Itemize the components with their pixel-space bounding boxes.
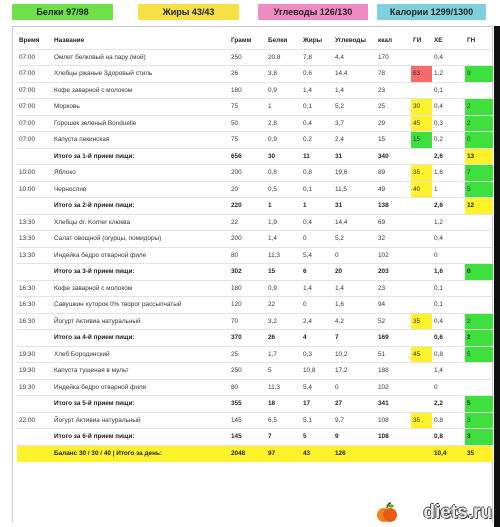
cell-gi (411, 264, 432, 281)
cell-xe: 0,4 (432, 313, 465, 330)
food-diary-table (17, 32, 493, 462)
cell-carbs: 5,2 (333, 231, 376, 248)
cell-carbs: 0 (333, 247, 376, 264)
cell-gn (465, 49, 493, 66)
cell-time (17, 198, 52, 215)
cell-grams: 302 (229, 264, 266, 281)
cell-name: Горошек зеленый Bonduelle (52, 115, 229, 132)
cell-gi (411, 363, 432, 380)
cell-gn (465, 280, 493, 297)
cell-protein: 0,5 (266, 181, 301, 198)
table-row (17, 297, 493, 314)
cell-name: Йогурт Активиа натуральный (52, 313, 229, 330)
cell-gn (465, 214, 493, 231)
table-header-row (17, 32, 493, 49)
cell-fat: 0,4 (301, 214, 333, 231)
cell-kcal: 170 (376, 49, 411, 66)
table-row (17, 247, 493, 264)
cell-xe: 1,6 (432, 165, 465, 182)
column-header-grams: Грамм (231, 36, 252, 44)
cell-gi: 35 (411, 313, 432, 330)
cell-fat: 7,8 (301, 49, 333, 66)
cell-kcal: 108 (376, 429, 411, 446)
cell-grams: 20 (229, 181, 266, 198)
cell-time: 07:00 (17, 132, 52, 149)
cell-grams: 70 (229, 313, 266, 330)
cell-fat: 17 (301, 396, 333, 413)
cell-time: 10:00 (17, 181, 52, 198)
cell-grams: 25 (229, 346, 266, 363)
cell-name: Итого за 5-й прием пищи: (52, 396, 229, 413)
cell-kcal: 29 (376, 115, 411, 132)
cell-gi (411, 82, 432, 99)
cell-kcal: 102 (376, 247, 411, 264)
cell-carbs: 14,4 (333, 214, 376, 231)
cell-xe: 0,1 (432, 297, 465, 314)
cell-fat: 11 (301, 148, 333, 165)
cell-kcal (376, 445, 411, 462)
cell-grams: 2048 (229, 445, 266, 462)
cell-xe: 1 (432, 181, 465, 198)
cell-time (17, 429, 52, 446)
cell-carbs: 4,2 (333, 313, 376, 330)
cell-name: Хлеб Бородинский (52, 346, 229, 363)
cell-name: Капуста тушеная в мульт (52, 363, 229, 380)
cell-name: Морковь (52, 99, 229, 116)
cell-kcal: 169 (376, 330, 411, 347)
cell-carbs: 1,6 (333, 297, 376, 314)
cell-gn: 13 (465, 148, 493, 165)
cell-name: Салат овощной (огурцы, помидоры) (52, 231, 229, 248)
table-row (17, 346, 493, 363)
cell-carbs: 19,6 (333, 165, 376, 182)
cell-kcal: 69 (376, 214, 411, 231)
meal-total-row (17, 429, 493, 446)
cell-grams: 250 (229, 363, 266, 380)
cell-gi (411, 429, 432, 446)
cell-protein: 3,2 (266, 313, 301, 330)
table-row (17, 280, 493, 297)
cell-grams: 75 (229, 99, 266, 116)
cell-grams: 355 (229, 396, 266, 413)
cell-gi: 15 (411, 132, 432, 149)
window-edge (494, 26, 500, 527)
cell-gn: 3 (465, 412, 493, 429)
column-header-gi: ГИ (413, 36, 422, 44)
cell-protein: 97 (266, 445, 301, 462)
cell-name: Кофе заварной с молоком (52, 280, 229, 297)
cell-name: Индейка бедро отварной филе (52, 247, 229, 264)
cell-kcal: 89 (376, 165, 411, 182)
cell-gi: 30 (411, 99, 432, 116)
carbs-total-badge: Углеводы 126/130 (258, 4, 368, 20)
column-header-carbs: Углеводы (335, 36, 366, 44)
cell-grams: 145 (229, 412, 266, 429)
column-header-time: Время (19, 36, 40, 44)
cell-name: Савушкин хуторок 0% творог рассыпчатый (52, 297, 229, 314)
cell-time: 22:00 (17, 412, 52, 429)
cell-time: 13:30 (17, 231, 52, 248)
cell-gi: 35 (411, 412, 432, 429)
cell-time: 19:30 (17, 363, 52, 380)
cell-gi: 63 (411, 66, 432, 83)
cell-name: Итого за 4-й прием пищи: (52, 330, 229, 347)
calories-total-badge: Калории 1299/1300 (377, 4, 486, 20)
cell-protein: 1 (266, 99, 301, 116)
cell-gi (411, 214, 432, 231)
cell-gn (465, 247, 493, 264)
cell-grams: 220 (229, 198, 266, 215)
cell-gn: 0 (465, 264, 493, 281)
cell-carbs: 1,4 (333, 280, 376, 297)
cell-carbs: 5,2 (333, 99, 376, 116)
cell-name: Итого за 1-й прием пищи: (52, 148, 229, 165)
cell-fat: 0,1 (301, 99, 333, 116)
cell-gi (411, 198, 432, 215)
cell-fat: 0,4 (301, 115, 333, 132)
cell-gi (411, 379, 432, 396)
cell-gn: 2 (465, 330, 493, 347)
cell-protein: 2,8 (266, 115, 301, 132)
cell-time (17, 148, 52, 165)
table-row (17, 313, 493, 330)
cell-gn: 35 (465, 445, 493, 462)
cell-time (17, 396, 52, 413)
table-row (17, 231, 493, 248)
cell-fat: 5,1 (301, 412, 333, 429)
cell-fat: 1,4 (301, 280, 333, 297)
cell-fat: 0,8 (301, 165, 333, 182)
cell-time: 13:30 (17, 247, 52, 264)
cell-gn: 7 (465, 165, 493, 182)
cell-kcal: 78 (376, 66, 411, 83)
cell-kcal: 15 (376, 132, 411, 149)
cell-fat: 5,4 (301, 379, 333, 396)
fat-total-badge: Жиры 43/43 (138, 4, 239, 20)
cell-xe: 0,4 (432, 231, 465, 248)
cell-gn: 5 (465, 396, 493, 413)
cell-time: 07:00 (17, 66, 52, 83)
cell-kcal: 23 (376, 280, 411, 297)
cell-grams: 80 (229, 379, 266, 396)
cell-xe: 1,2 (432, 214, 465, 231)
cell-carbs: 11,5 (333, 181, 376, 198)
cell-protein: 7 (266, 429, 301, 446)
cell-protein: 1 (266, 198, 301, 215)
cell-carbs: 0 (333, 379, 376, 396)
cell-kcal: 340 (376, 148, 411, 165)
cell-protein: 0,9 (266, 82, 301, 99)
cell-protein: 20,8 (266, 49, 301, 66)
cell-fat: 5,4 (301, 247, 333, 264)
cell-fat: 1 (301, 198, 333, 215)
cell-xe: 0,6 (432, 330, 465, 347)
meal-total-row (17, 264, 493, 281)
cell-fat: 5 (301, 429, 333, 446)
column-header-protein: Белки (268, 36, 288, 44)
cell-name: Итого за 3-й прием пищи: (52, 264, 229, 281)
site-watermark: diets.ru (423, 502, 492, 523)
cell-xe: 0,1 (432, 280, 465, 297)
table-row (17, 412, 493, 429)
cell-protein: 1,4 (266, 231, 301, 248)
column-header-kcal: ккал (378, 36, 393, 44)
cell-fat: 0,3 (301, 346, 333, 363)
cell-gi (411, 330, 432, 347)
cell-name: Омлет белковый на пару (мой) (52, 49, 229, 66)
table-row (17, 181, 493, 198)
cell-fat: 1,4 (301, 82, 333, 99)
cell-carbs: 3,7 (333, 115, 376, 132)
column-header-fat: Жиры (303, 36, 323, 44)
cell-protein: 5 (266, 363, 301, 380)
column-header-gn: ГН (467, 36, 476, 44)
cell-carbs: 10,2 (333, 346, 376, 363)
cell-fat: 4 (301, 330, 333, 347)
cell-kcal: 23 (376, 82, 411, 99)
cell-kcal: 25 (376, 99, 411, 116)
table-row (17, 379, 493, 396)
cell-xe: 0,8 (432, 412, 465, 429)
cell-gi (411, 445, 432, 462)
cell-grams: 26 (229, 66, 266, 83)
cell-time: 07:00 (17, 49, 52, 66)
meal-total-row (17, 396, 493, 413)
cell-gi (411, 247, 432, 264)
cell-name: Хлебцы dr. Korner клюква (52, 214, 229, 231)
cell-kcal: 94 (376, 297, 411, 314)
cell-carbs: 9 (333, 429, 376, 446)
cell-time: 13:30 (17, 214, 52, 231)
cell-name: Йогурт Активиа натуральный (52, 412, 229, 429)
cell-carbs: 4,4 (333, 49, 376, 66)
cell-gi (411, 231, 432, 248)
cell-gn: 2 (465, 313, 493, 330)
cell-gi (411, 396, 432, 413)
cell-protein: 30 (266, 148, 301, 165)
cell-gn: 9 (465, 66, 493, 83)
cell-grams: 145 (229, 429, 266, 446)
cell-name: Индейка бедро отварной филе (52, 379, 229, 396)
cell-fat: 0 (301, 231, 333, 248)
cell-kcal: 108 (376, 412, 411, 429)
table-row (17, 132, 493, 149)
cell-fat: 0 (301, 297, 333, 314)
cell-xe: 0 (432, 247, 465, 264)
cell-xe: 2,6 (432, 198, 465, 215)
cell-kcal: 203 (376, 264, 411, 281)
cell-gn (465, 297, 493, 314)
cell-carbs: 20 (333, 264, 376, 281)
cell-carbs: 2,4 (333, 132, 376, 149)
cell-protein: 11,3 (266, 379, 301, 396)
cell-name: Итого за 6-й прием пищи: (52, 429, 229, 446)
cell-fat: 0,2 (301, 132, 333, 149)
cell-name: Яблоко (52, 165, 229, 182)
cell-time: 07:00 (17, 82, 52, 99)
cell-xe: 2,2 (432, 396, 465, 413)
cell-protein: 18 (266, 396, 301, 413)
cell-carbs: 126 (333, 445, 376, 462)
cell-carbs: 9,7 (333, 412, 376, 429)
table-row (17, 82, 493, 99)
cell-gi: 45 (411, 346, 432, 363)
meal-total-row (17, 148, 493, 165)
cell-grams: 22 (229, 214, 266, 231)
cell-gi: 40 (411, 181, 432, 198)
cell-gn (465, 363, 493, 380)
cell-xe: 10,4 (432, 445, 465, 462)
cell-gn: 5 (465, 181, 493, 198)
cell-gn: 12 (465, 198, 493, 215)
cell-fat: 43 (301, 445, 333, 462)
cell-protein: 1,9 (266, 214, 301, 231)
cell-time: 16:30 (17, 280, 52, 297)
cell-time: 19:30 (17, 346, 52, 363)
cell-grams: 180 (229, 82, 266, 99)
cell-kcal: 188 (376, 363, 411, 380)
cell-xe: 1,6 (432, 264, 465, 281)
cell-name: Кофе заварной с молоком (52, 82, 229, 99)
cell-kcal: 51 (376, 346, 411, 363)
cell-grams: 50 (229, 115, 266, 132)
cell-xe: 1,2 (432, 66, 465, 83)
table-row (17, 99, 493, 116)
cell-fat: 0,6 (301, 66, 333, 83)
cell-xe: 2,6 (432, 148, 465, 165)
cell-protein: 1,7 (266, 346, 301, 363)
cell-gi: 35 (411, 165, 432, 182)
cell-grams: 250 (229, 49, 266, 66)
cell-name: Хлебцы ржаные Здоровый стиль (52, 66, 229, 83)
cell-grams: 656 (229, 148, 266, 165)
cell-carbs: 1,4 (333, 82, 376, 99)
cell-name: Баланс 30 / 30 / 40 | Итого за день: (52, 445, 229, 462)
cell-name: Чернослив (52, 181, 229, 198)
table-row (17, 214, 493, 231)
cell-kcal: 341 (376, 396, 411, 413)
cell-gn (465, 379, 493, 396)
cell-gn (465, 82, 493, 99)
cell-kcal: 32 (376, 231, 411, 248)
cell-gn: 2 (465, 99, 493, 116)
cell-kcal: 52 (376, 313, 411, 330)
cell-xe: 0,1 (432, 82, 465, 99)
cell-kcal: 102 (376, 379, 411, 396)
cell-time (17, 330, 52, 347)
cell-time: 16:30 (17, 297, 52, 314)
cell-grams: 80 (229, 247, 266, 264)
cell-grams: 370 (229, 330, 266, 347)
nutrition-summary-bar (0, 0, 500, 24)
cell-gi (411, 148, 432, 165)
day-total-row (17, 445, 493, 462)
cell-time: 16:30 (17, 313, 52, 330)
table-row (17, 165, 493, 182)
cell-protein: 11,3 (266, 247, 301, 264)
cell-gn: 0 (465, 132, 493, 149)
cell-xe: 0 (432, 379, 465, 396)
cell-xe: 0,4 (432, 99, 465, 116)
cell-grams: 180 (229, 280, 266, 297)
cell-grams: 120 (229, 297, 266, 314)
cell-fat: 10,8 (301, 363, 333, 380)
cell-carbs: 31 (333, 198, 376, 215)
cell-xe: 1,4 (432, 363, 465, 380)
cell-grams: 200 (229, 165, 266, 182)
table-row (17, 363, 493, 380)
cell-xe: 0,8 (432, 429, 465, 446)
cell-time (17, 264, 52, 281)
cell-carbs: 7 (333, 330, 376, 347)
cell-carbs: 27 (333, 396, 376, 413)
cell-gn: 5 (465, 346, 493, 363)
cell-xe: 0,8 (432, 346, 465, 363)
cell-protein: 0,9 (266, 280, 301, 297)
cell-protein: 26 (266, 330, 301, 347)
column-header-xe: ХЕ (434, 36, 443, 44)
cell-carbs: 17,2 (333, 363, 376, 380)
cell-time: 10:00 (17, 165, 52, 182)
cell-grams: 75 (229, 132, 266, 149)
cell-time (17, 445, 52, 462)
cell-gn: 3 (465, 429, 493, 446)
cell-gi (411, 297, 432, 314)
cell-protein: 3,8 (266, 66, 301, 83)
table-row (17, 115, 493, 132)
cell-xe: 0,2 (432, 132, 465, 149)
cell-protein: 22 (266, 297, 301, 314)
cell-name: Итого за 2-й прием пищи: (52, 198, 229, 215)
cell-fat: 0,1 (301, 181, 333, 198)
table-body (17, 49, 493, 462)
column-header-name: Название (54, 36, 85, 44)
cell-grams: 200 (229, 231, 266, 248)
apple-icon (376, 502, 398, 524)
cell-xe: 0,4 (432, 49, 465, 66)
cell-name: Капуста пекинская (52, 132, 229, 149)
cell-gi (411, 280, 432, 297)
table-row (17, 66, 493, 83)
cell-protein: 6,5 (266, 412, 301, 429)
meal-total-row (17, 330, 493, 347)
meal-total-row (17, 198, 493, 215)
cell-gi (411, 49, 432, 66)
cell-carbs: 31 (333, 148, 376, 165)
table-row (17, 49, 493, 66)
cell-kcal: 49 (376, 181, 411, 198)
cell-time: 19:30 (17, 379, 52, 396)
cell-xe: 0,3 (432, 115, 465, 132)
cell-kcal: 138 (376, 198, 411, 215)
cell-gi: 45 (411, 115, 432, 132)
cell-fat: 2,4 (301, 313, 333, 330)
cell-fat: 6 (301, 264, 333, 281)
cell-gn: 2 (465, 115, 493, 132)
cell-protein: 0,9 (266, 132, 301, 149)
cell-gn (465, 231, 493, 248)
protein-total-badge: Белки 97/98 (12, 4, 113, 20)
cell-protein: 0,8 (266, 165, 301, 182)
cell-time: 07:00 (17, 99, 52, 116)
cell-time: 07:00 (17, 115, 52, 132)
cell-carbs: 14,4 (333, 66, 376, 83)
cell-protein: 15 (266, 264, 301, 281)
